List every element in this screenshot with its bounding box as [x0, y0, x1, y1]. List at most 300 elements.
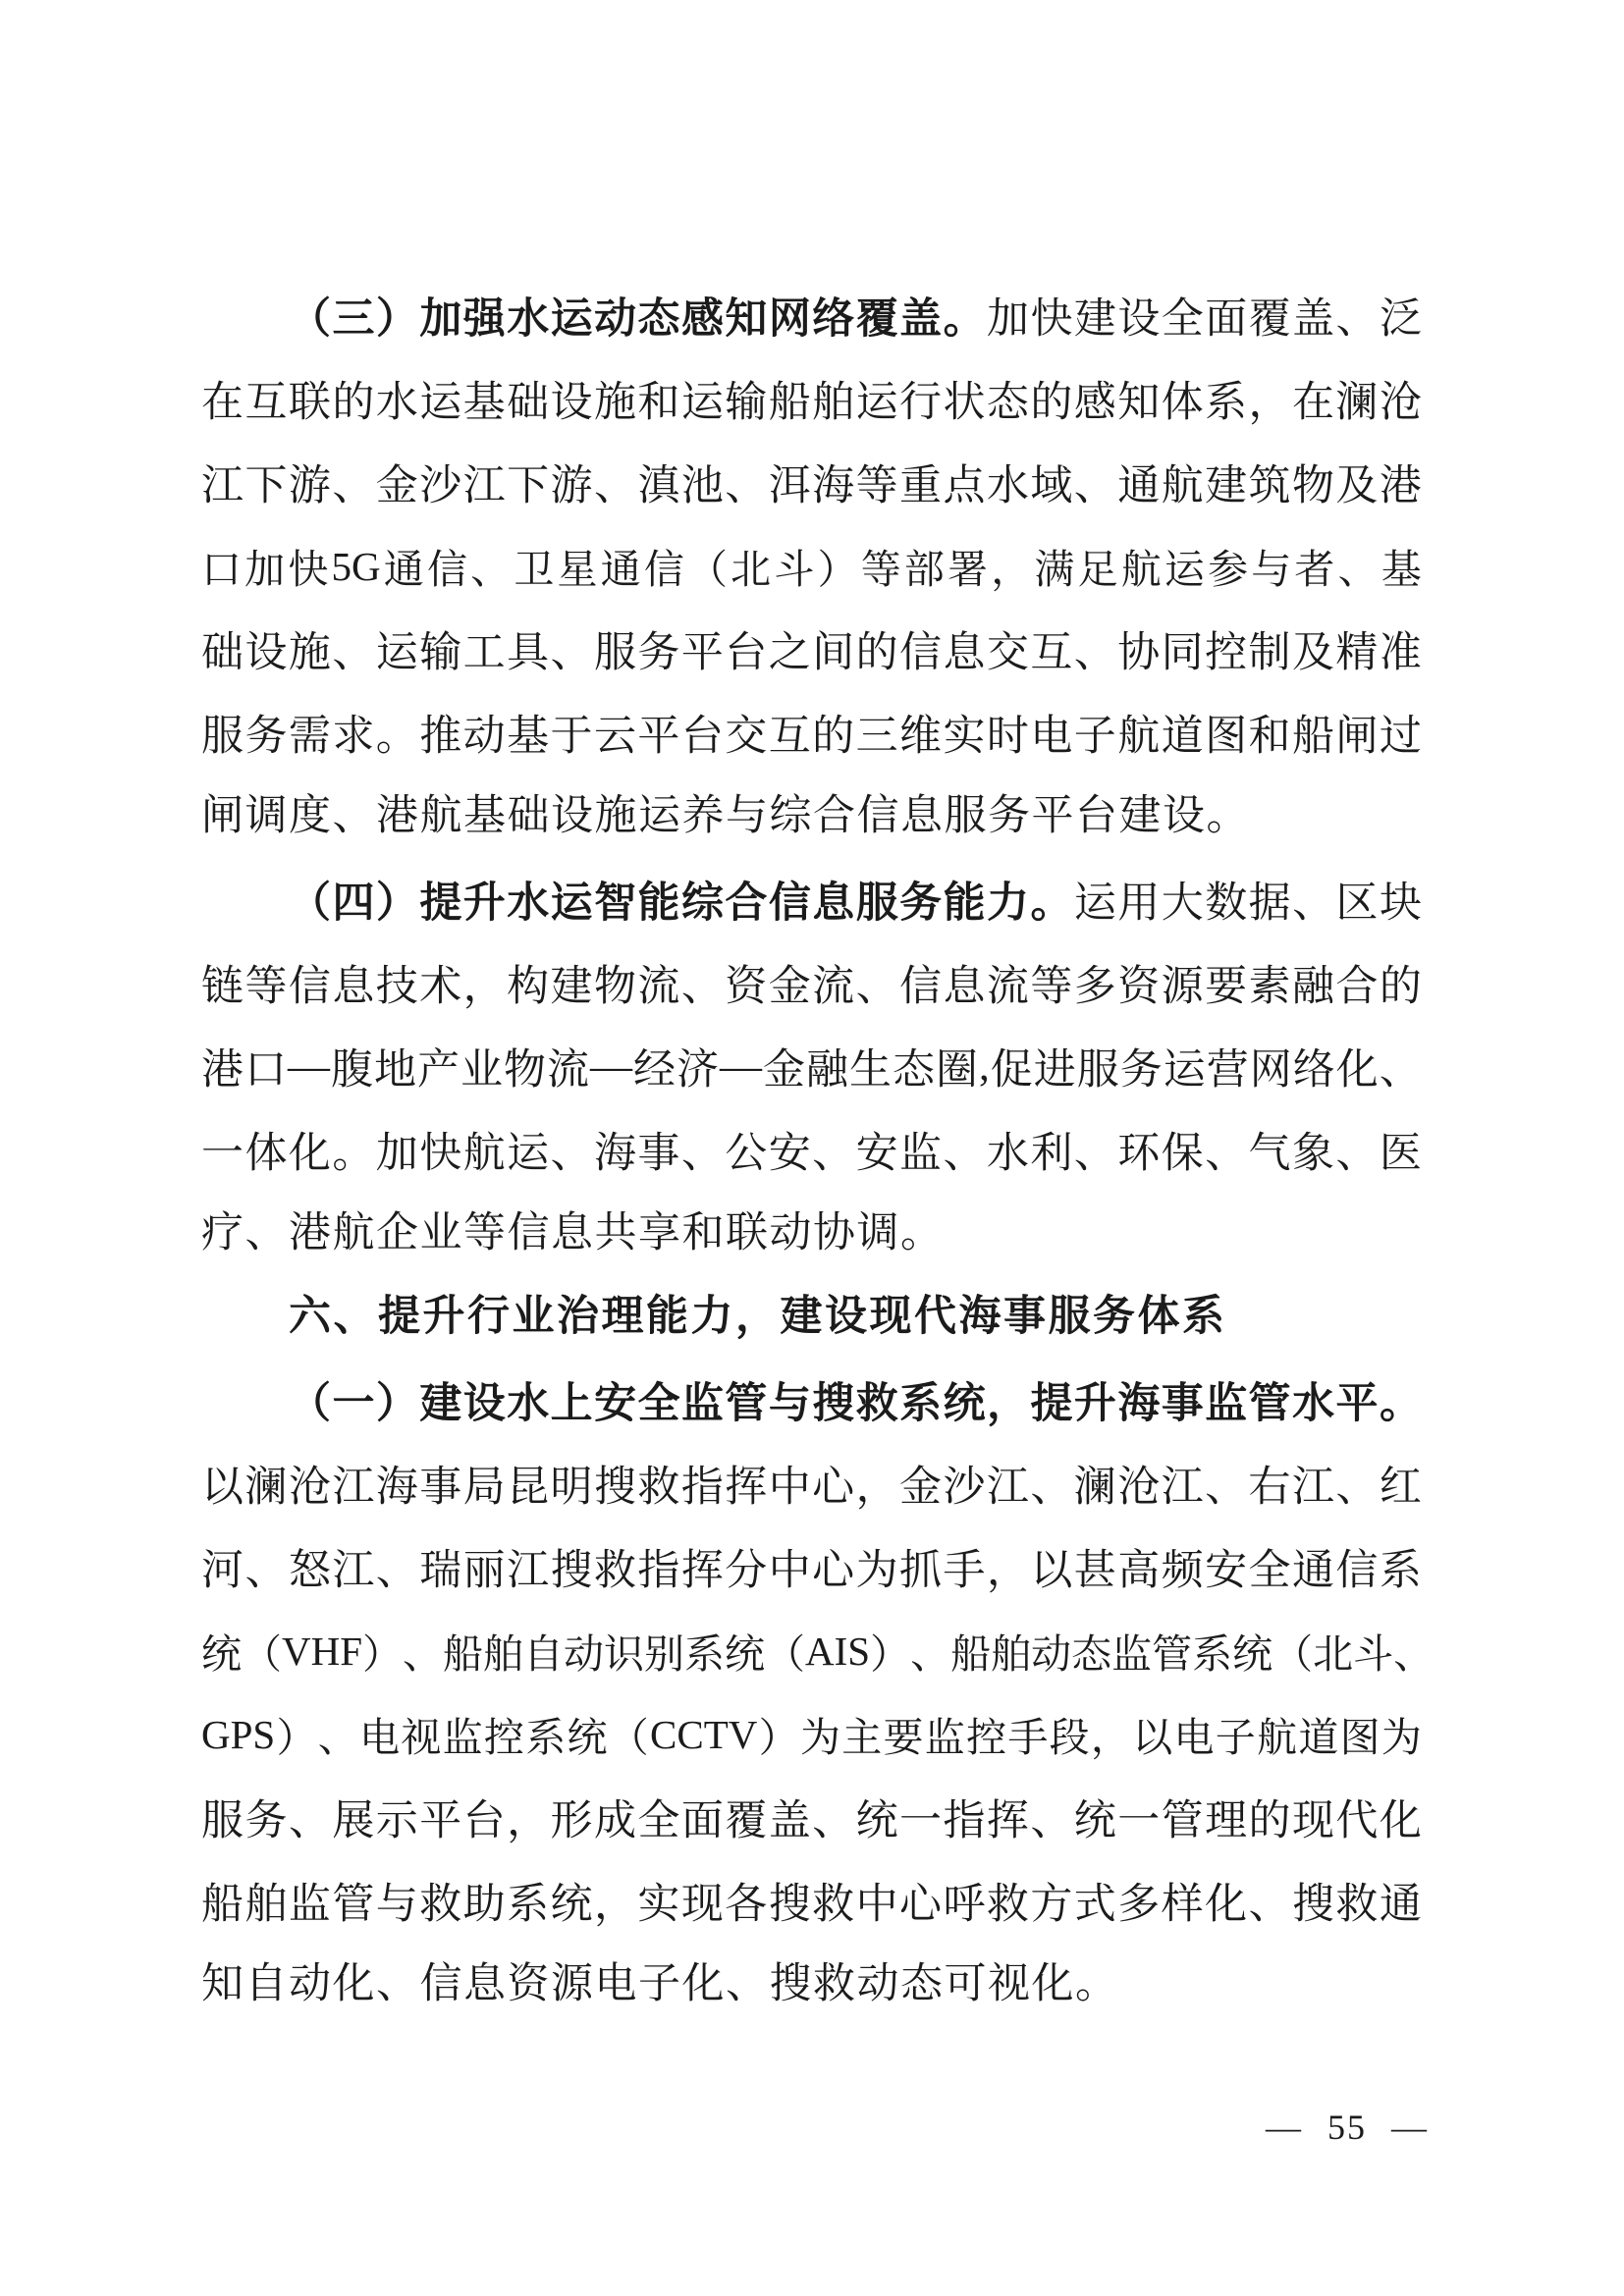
text-run: 管 [1161, 1798, 1204, 1844]
text-run: 昆 [507, 1465, 550, 1511]
bold-text-run: 水 [507, 1381, 550, 1427]
text-run: 监 [1111, 1631, 1153, 1677]
bold-text-run: 信 [768, 881, 811, 927]
text-run: 流 [547, 1047, 589, 1094]
bold-text-run: 络 [812, 296, 855, 343]
text-run: 设 [244, 630, 288, 676]
text-run: 流 [986, 964, 1029, 1010]
text-run: 网 [1249, 1047, 1292, 1094]
bold-text-run: 。 [943, 296, 986, 343]
text-run: 海 [593, 1131, 636, 1177]
paragraph-line [201, 1442, 1422, 1525]
text-run: 泛 [1379, 296, 1422, 343]
text-run: 输 [725, 380, 768, 426]
text-run: ， [593, 1882, 636, 1928]
text-run: 快 [288, 547, 329, 592]
text-run: 港 [201, 1047, 244, 1094]
text-run: 促 [990, 1047, 1033, 1094]
text-run: VHF [282, 1628, 363, 1674]
text-run: 运 [375, 630, 418, 676]
text-run: 设 [550, 380, 593, 426]
text-run: 交 [986, 630, 1029, 676]
text-run: 展 [332, 1798, 375, 1844]
text-run: 通 [1379, 1882, 1422, 1928]
text-run: 要 [1205, 964, 1248, 1010]
bold-text-run: 合 [725, 881, 768, 927]
text-run: 船 [950, 1631, 992, 1677]
paragraph-line [201, 1108, 1422, 1192]
text-run: 、 [317, 1715, 358, 1760]
text-run: 腹 [331, 1047, 373, 1094]
text-run: 安 [1205, 1548, 1248, 1594]
text-run: 控 [483, 1715, 524, 1760]
text-run: 。 [375, 714, 418, 760]
text-run: 系 [525, 1715, 567, 1760]
text-run: 形 [550, 1798, 593, 1844]
text-run: 的 [332, 380, 375, 426]
text-run: 与 [375, 1882, 418, 1928]
text-run: 加 [244, 547, 286, 592]
text-run: 满 [1034, 547, 1075, 592]
paragraph-line [201, 1692, 1422, 1776]
text-run: 滇 [637, 463, 680, 509]
text-run: 协 [1117, 630, 1161, 676]
bold-text-run: 提 [419, 881, 462, 927]
text-run: 建 [1205, 463, 1248, 509]
text-run: 水 [375, 380, 418, 426]
text-run: 闸调度、港航基础设施运养与综合信息服务平台建设。 [201, 793, 1250, 839]
text-run: 统 [201, 1631, 242, 1677]
bold-text-run: 安 [594, 1381, 637, 1427]
text-run: 识 [604, 1631, 645, 1677]
text-run: 在 [201, 380, 244, 426]
text-run: 指 [943, 1798, 986, 1844]
text-run: 主 [841, 1715, 883, 1760]
bold-text-run: 海 [1117, 1381, 1161, 1427]
bold-text-run: 水 [507, 881, 550, 927]
text-run: 、 [855, 964, 898, 1010]
text-run: 手 [943, 1548, 986, 1594]
text-run: 动 [462, 714, 506, 760]
text-run: 电 [1173, 1715, 1215, 1760]
text-run: 流 [637, 964, 680, 1010]
text-run: 视 [401, 1715, 442, 1760]
text-run: 通 [1117, 463, 1161, 509]
text-run: 者 [1294, 547, 1335, 592]
bold-text-run: 水 [507, 296, 550, 343]
text-run: 河 [201, 1548, 244, 1594]
text-run: 建 [1073, 296, 1116, 343]
text-run: 基 [462, 380, 506, 426]
text-run: 。 [332, 1131, 375, 1177]
text-run: 生 [849, 1047, 892, 1094]
text-run: 抓 [899, 1548, 942, 1594]
text-run: 地 [374, 1047, 416, 1094]
text-run: 管 [1152, 1631, 1193, 1677]
bold-text-run: 救 [855, 1381, 898, 1427]
text-run: 准 [1379, 630, 1422, 676]
text-run: 搜 [550, 1548, 593, 1594]
text-run: 基 [507, 714, 550, 760]
text-run: 运 [1163, 1047, 1206, 1094]
bold-text-run: 管 [1248, 1381, 1291, 1427]
text-run: 江 [507, 1548, 550, 1594]
text-run: 动 [1031, 1631, 1072, 1677]
bold-text-run: 综 [680, 881, 724, 927]
text-run: 金 [899, 1465, 942, 1511]
bold-text-run: 系 [899, 1381, 943, 1427]
text-run: 知自动化、信息资源电子化、搜救动态可视化。 [201, 1961, 1119, 2007]
text-run: 多 [1073, 964, 1116, 1010]
text-run: 信 [899, 964, 942, 1010]
text-run: 、 [332, 630, 375, 676]
text-run: 、 [375, 1548, 418, 1594]
text-run: 互 [1030, 630, 1073, 676]
paragraph [201, 858, 1422, 1275]
text-run: 救 [986, 1882, 1029, 1928]
text-run: 游 [288, 463, 331, 509]
bold-text-run: 设 [462, 1381, 506, 1427]
text-run: 、 [550, 630, 593, 676]
text-run: 甚 [1073, 1548, 1116, 1594]
text-run: 、 [1073, 1131, 1116, 1177]
text-run: 沧 [1379, 380, 1422, 426]
bold-text-run: 三 [332, 296, 375, 343]
text-run: 、 [1337, 547, 1379, 592]
text-run: 融 [806, 1047, 848, 1094]
paragraph-line [201, 941, 1422, 1025]
text-run: 推 [419, 714, 462, 760]
bold-text-run: 息 [812, 881, 855, 927]
text-run: 经 [633, 1047, 676, 1094]
text-run: 、 [1393, 1631, 1435, 1677]
text-run: 系 [1192, 1631, 1233, 1677]
text-run: 救 [419, 1882, 462, 1928]
paragraph-line [201, 1609, 1435, 1692]
section-heading: 六、提升行业治理能力，建设现代海事服务体系 [289, 1293, 1227, 1340]
text-run: 络 [1292, 1047, 1335, 1094]
text-run: 、 [288, 1798, 331, 1844]
text-run: 利 [1030, 1131, 1073, 1177]
text-run: 点 [943, 463, 986, 509]
text-run: 救 [812, 1882, 855, 1928]
text-run: 丽 [462, 1548, 506, 1594]
text-run: 航 [1257, 1715, 1298, 1760]
text-run: 术 [419, 964, 462, 1010]
text-run: 多 [1117, 1882, 1161, 1928]
text-run: 化 [288, 1131, 331, 1177]
text-run: 信 [899, 630, 942, 676]
text-run: 以 [1132, 1715, 1173, 1760]
text-run: 中 [768, 1465, 811, 1511]
text-run: 、 [1335, 1131, 1379, 1177]
text-run: 的 [1379, 964, 1422, 1010]
text-run: 斗 [1353, 1631, 1394, 1677]
bold-text-run: 与 [768, 1381, 811, 1427]
paragraph-line [201, 608, 1422, 691]
text-run: 精 [1335, 630, 1379, 676]
text-run: 子 [1215, 1715, 1256, 1760]
text-run: 的 [812, 714, 855, 760]
text-run: 洱 [768, 463, 811, 509]
text-run: 服 [593, 630, 636, 676]
text-run: 系 [507, 1882, 550, 1928]
text-run: 搜 [1291, 1882, 1334, 1928]
text-run: 、 [1205, 1465, 1248, 1511]
text-run: 沧 [288, 1465, 331, 1511]
bold-text-run: 四 [332, 881, 375, 927]
text-run: ， [1248, 380, 1291, 426]
text-run: 及 [1291, 630, 1334, 676]
bold-text-run: 能 [637, 881, 680, 927]
text-run: 设 [1117, 296, 1161, 343]
paragraph-line [201, 1359, 1422, 1442]
bold-text-run: ， [987, 1381, 1029, 1427]
text-run: 舶 [244, 1882, 288, 1928]
text-run: ， [507, 1798, 550, 1844]
text-run: ） [817, 547, 858, 592]
text-run: 署 [947, 547, 989, 592]
text-run: 船 [443, 1631, 484, 1677]
text-run: 自 [523, 1631, 565, 1677]
text-run: 信 [643, 547, 684, 592]
text-run: 技 [375, 964, 418, 1010]
text-run: 以 [201, 1465, 244, 1511]
text-run: 运 [419, 380, 462, 426]
text-run: 服 [1076, 1047, 1119, 1094]
text-run: 间 [812, 630, 855, 676]
paragraph-line [201, 1943, 1422, 2026]
text-run: 一 [899, 1798, 942, 1844]
text-run: 高 [1117, 1548, 1161, 1594]
bold-text-run: 。 [1379, 1381, 1422, 1427]
text-run: 信 [426, 547, 467, 592]
text-run: 息 [943, 630, 986, 676]
text-run: 航 [462, 1131, 506, 1177]
text-run: 段 [1049, 1715, 1090, 1760]
text-run: 物 [1291, 463, 1334, 509]
text-run: 分 [725, 1548, 768, 1594]
text-run: 闸 [1335, 714, 1379, 760]
text-run: 运 [507, 1131, 550, 1177]
text-run: 江 [1291, 1465, 1334, 1511]
bold-text-run: 知 [725, 296, 768, 343]
text-run: 求 [332, 714, 375, 760]
text-run: 、 [680, 1131, 724, 1177]
text-run: 池 [680, 463, 724, 509]
text-run: 、 [1335, 296, 1379, 343]
text-run: 盖 [1292, 296, 1335, 343]
text-run: 、 [1073, 630, 1116, 676]
text-run: 道 [1161, 714, 1204, 760]
text-run: 建 [550, 964, 593, 1010]
text-run: 融 [1291, 964, 1334, 1010]
text-run: 频 [1161, 1548, 1204, 1594]
text-run: 、 [1335, 1465, 1379, 1511]
text-run: 于 [550, 714, 593, 760]
text-run: 运 [1073, 881, 1116, 927]
bold-text-run: 运 [550, 296, 593, 343]
bold-text-run: 强 [462, 296, 506, 343]
text-run: 江 [332, 1548, 375, 1594]
bold-text-run: 覆 [855, 296, 898, 343]
text-run: 化 [1335, 1047, 1379, 1094]
text-run: 大 [1161, 881, 1204, 927]
text-run: 域 [1030, 463, 1073, 509]
text-run: 态 [986, 380, 1029, 426]
text-run: 、 [244, 1548, 288, 1594]
text-run: 呼 [943, 1882, 986, 1928]
bold-text-run: 全 [637, 1381, 680, 1427]
text-run: 怒 [288, 1548, 331, 1594]
text-run: 一 [201, 1131, 244, 1177]
paragraph-line [201, 1025, 1422, 1108]
text-run: 卫 [514, 547, 555, 592]
text-run: 、 [470, 547, 512, 592]
bold-text-run: 提 [1030, 1381, 1073, 1427]
text-run: 子 [1073, 714, 1116, 760]
text-run: 系 [684, 1631, 726, 1677]
text-run: 统 [550, 1882, 593, 1928]
text-run: 控 [966, 1715, 1007, 1760]
text-run: 方 [1030, 1882, 1073, 1928]
text-run: 江 [986, 1465, 1029, 1511]
bold-text-run: 事 [1161, 1381, 1204, 1427]
paragraph-line [201, 524, 1422, 608]
text-run: 合 [1335, 964, 1379, 1010]
text-run: 互 [768, 714, 811, 760]
text-run: 搜 [768, 1882, 811, 1928]
text-run: 状 [943, 380, 986, 426]
text-run: 安 [768, 1131, 811, 1177]
text-run: 助 [462, 1882, 506, 1928]
text-run: 台 [680, 714, 724, 760]
text-run: 服 [201, 1798, 244, 1844]
text-run: 平 [419, 1798, 462, 1844]
text-run: 北 [731, 547, 772, 592]
text-run: 信 [1335, 1548, 1379, 1594]
text-run: 息 [332, 964, 375, 1010]
text-run: 安 [855, 1131, 898, 1177]
text-run: 的 [1248, 1798, 1291, 1844]
text-run: 右 [1248, 1465, 1291, 1511]
text-run: 云 [593, 714, 636, 760]
text-run: 水 [986, 463, 1029, 509]
text-run: 舶 [483, 1631, 524, 1677]
text-run: 中 [768, 1548, 811, 1594]
text-run: 心 [812, 1548, 855, 1594]
text-run: 、 [680, 964, 724, 1010]
text-run: 水 [986, 1131, 1029, 1177]
text-run: 现 [680, 1882, 724, 1928]
text-run: 象 [1291, 1131, 1334, 1177]
text-run: 舶 [812, 380, 855, 426]
text-run: 产 [417, 1047, 460, 1094]
text-run: 斗 [774, 547, 815, 592]
text-run: 础 [201, 630, 244, 676]
text-run: 台 [462, 1798, 506, 1844]
text-run: 全 [1248, 1548, 1291, 1594]
text-run: 区 [1335, 881, 1379, 927]
text-run: 为 [1380, 1715, 1422, 1760]
text-run: 海 [812, 463, 855, 509]
paragraph-line [201, 1859, 1422, 1943]
text-run: 交 [725, 714, 768, 760]
text-run: 口 [244, 1047, 287, 1094]
bold-text-run: 管 [725, 1381, 768, 1427]
bold-text-run: 上 [550, 1381, 593, 1427]
text-run: 物 [504, 1047, 546, 1094]
text-run: 船 [768, 380, 811, 426]
text-run: 保 [1161, 1131, 1204, 1177]
text-run: 和 [1248, 714, 1291, 760]
text-run: 局 [462, 1465, 506, 1511]
text-run: 、 [910, 1631, 951, 1677]
text-run: 中 [855, 1882, 898, 1928]
text-run: , [979, 1043, 990, 1090]
text-run: 数 [1205, 881, 1248, 927]
text-run: 运 [855, 380, 898, 426]
text-run: （ [765, 1631, 806, 1677]
bold-text-run: 监 [680, 1381, 724, 1427]
text-run: 济 [677, 1047, 719, 1094]
text-run: 行 [899, 380, 942, 426]
text-run: 澜 [1073, 1465, 1116, 1511]
paragraph [201, 274, 1422, 858]
text-run: 全 [1161, 296, 1204, 343]
text-run: 资 [1117, 964, 1161, 1010]
text-run: 平 [637, 714, 680, 760]
text-run: 运 [1164, 547, 1205, 592]
paragraph [201, 1359, 1435, 2026]
text-run: 监 [442, 1715, 483, 1760]
bold-text-run: （ [289, 1381, 331, 1427]
text-run: ， [991, 547, 1032, 592]
text-run: 务 [244, 714, 288, 760]
text-run: 江 [332, 1465, 375, 1511]
text-run: 图 [1205, 714, 1248, 760]
text-run: 澜 [1335, 380, 1379, 426]
bold-text-run: 。 [1030, 881, 1073, 927]
text-run: 施 [288, 630, 331, 676]
text-run: 、 [1205, 1131, 1248, 1177]
bold-text-run: 统 [943, 1381, 986, 1427]
bold-text-run: 态 [637, 296, 680, 343]
text-run: 源 [1161, 964, 1204, 1010]
text-run: 、 [1073, 463, 1116, 509]
text-run: 面 [680, 1798, 724, 1844]
bold-text-run: 升 [1073, 1381, 1116, 1427]
text-run: 统 [725, 1631, 766, 1677]
bold-text-run: 搜 [812, 1381, 855, 1427]
text-run: 救 [593, 1548, 636, 1594]
text-run: ） [362, 1631, 404, 1677]
text-run: 务 [1119, 1047, 1163, 1094]
text-run: ） [276, 1715, 317, 1760]
text-run: 挥 [725, 1465, 768, 1511]
text-run: 物 [593, 964, 636, 1010]
text-run: 基 [1380, 547, 1422, 592]
bold-text-run: ） [375, 296, 418, 343]
text-run: 5G [331, 543, 381, 589]
bold-text-run: 盖 [899, 296, 943, 343]
text-run: — [288, 1043, 330, 1090]
text-run: ） [758, 1715, 799, 1760]
text-run: 信 [288, 964, 331, 1010]
text-run: CCTV [650, 1711, 758, 1757]
text-run: 等 [244, 964, 288, 1010]
text-run: 统 [1232, 1631, 1273, 1677]
